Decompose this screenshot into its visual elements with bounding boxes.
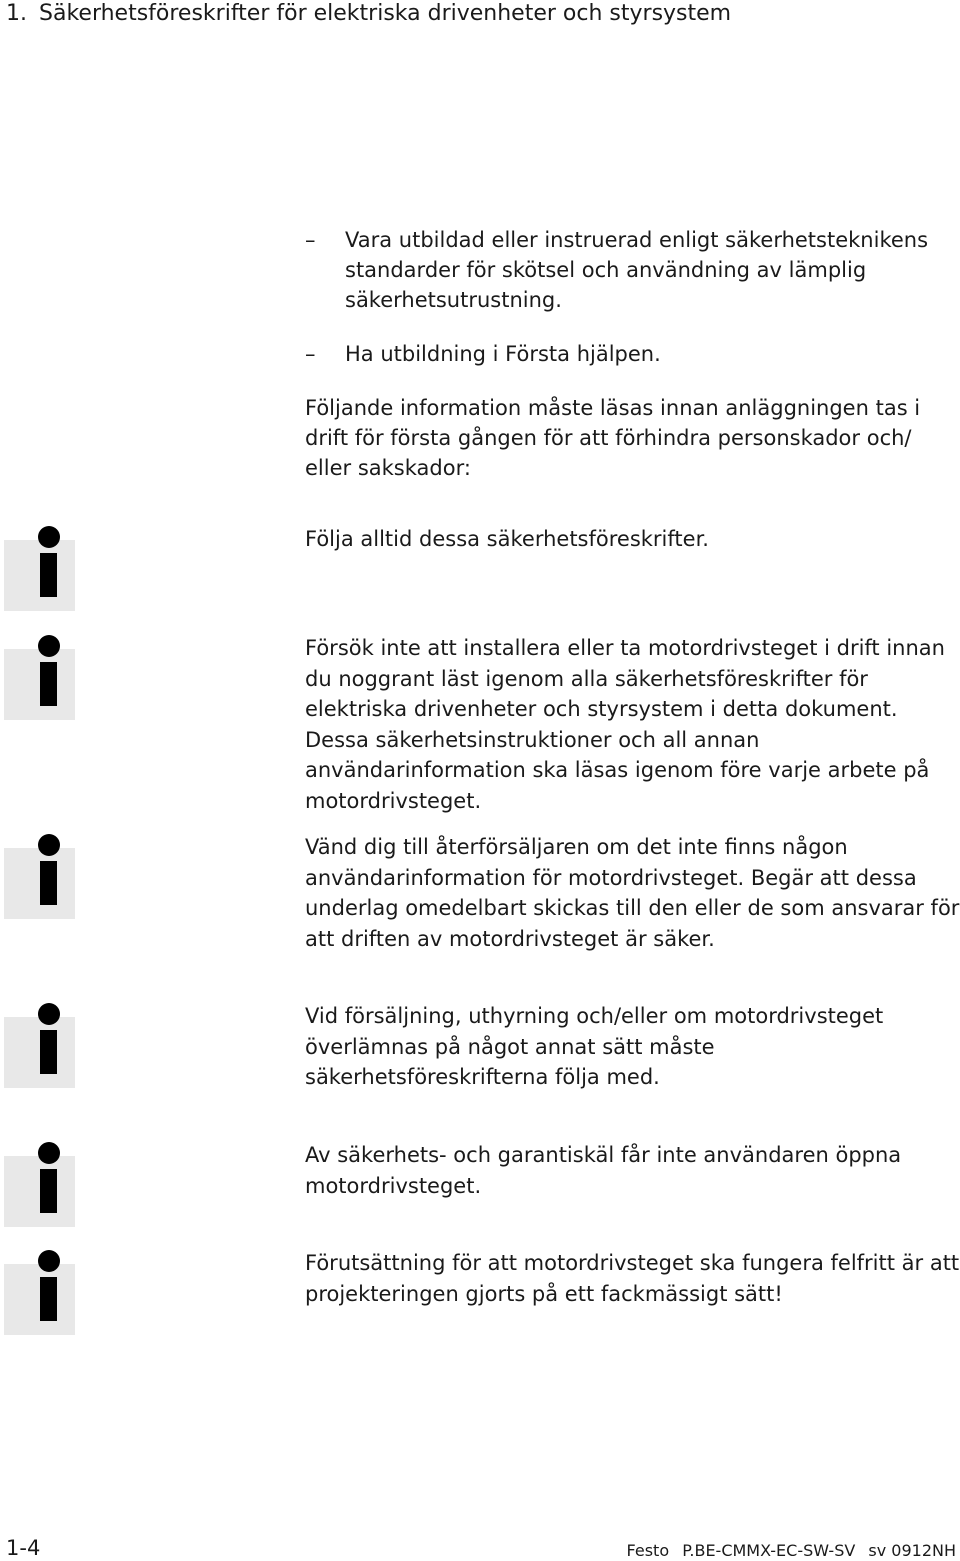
dash-bullet: –: [305, 228, 316, 252]
page-footer: [0, 1528, 960, 1561]
info-icon: [4, 540, 75, 611]
note-paragraph: Vid försäljning, uthyrning och/eller om motordrivsteget överlämnas på något annat sätt måste säkerhetsföreskrifterna följa med.: [305, 1004, 884, 1089]
note-paragraph: Försök inte att installera eller ta motordrivsteget i drift innan du noggrant läst igenom alla säkerhetsföreskrifter för elektriska drivenheter och styrsystem i detta dokument. Dessa säkerhetsinstruktioner och all annan användarinformation ska läsas igenom före varje arbete på motordrivsteget.: [305, 636, 945, 813]
info-icon-stem: [40, 1277, 57, 1321]
info-icon-dot: [38, 834, 60, 856]
section-number: 1.: [6, 1, 27, 26]
page-title: [6, 0, 731, 28]
list-item-text: Ha utbildning i Första hjälpen.: [345, 342, 661, 366]
note-paragraph: Följa alltid dessa säkerhetsföreskrifter.: [305, 527, 709, 551]
info-icon-stem: [40, 1169, 57, 1213]
requirements-list: [305, 225, 945, 369]
note-paragraph: Vänd dig till återförsäljaren om det inte finns någon användarinformation för motordrivsteget. Begär att dessa underlag omedelbart skickas till den eller de som ansvarar för att driften av motordrivsteget är säker.: [305, 835, 960, 951]
info-icon-stem: [40, 553, 57, 597]
info-icon-stem: [40, 662, 57, 706]
doc-version: sv 0912NH: [868, 1541, 956, 1560]
list-item: [305, 339, 945, 369]
note-paragraph: Förutsättning för att motordrivsteget ska fungera felfritt är att projekteringen gjorts på ett fackmässigt sätt!: [305, 1251, 960, 1306]
info-icon: [4, 649, 75, 720]
page-number: 1-4: [6, 1536, 41, 1560]
note-paragraph: Av säkerhets- och garantiskäl får inte användaren öppna motordrivsteget.: [305, 1143, 902, 1198]
info-icon-dot: [38, 1003, 60, 1025]
intro-paragraph: Följande information måste läsas innan anläggningen tas i drift för första gången för att förhindra personskador och/ eller sakskador:: [305, 396, 921, 480]
info-icon-dot: [38, 635, 60, 657]
document-id: [627, 1541, 956, 1560]
list-item: [305, 225, 945, 315]
info-icon: [4, 1264, 75, 1335]
brand-name: Festo: [626, 1541, 670, 1560]
info-icon: [4, 1017, 75, 1088]
info-icon-dot: [38, 526, 60, 548]
info-icon-dot: [38, 1142, 60, 1164]
section-title: Säkerhetsföreskrifter för elektriska drivenheter och styrsystem: [39, 1, 732, 26]
dash-bullet: –: [305, 342, 316, 366]
info-icon-stem: [40, 861, 57, 905]
info-icon: [4, 848, 75, 919]
info-icon-stem: [40, 1030, 57, 1074]
info-icon: [4, 1156, 75, 1227]
info-icon-dot: [38, 1250, 60, 1272]
doc-code: P.BE-CMMX-EC-SW-SV: [682, 1541, 856, 1560]
list-item-text: Vara utbildad eller instruerad enligt säkerhetsteknikens standarder för skötsel och användning av lämplig säkerhetsutrustning.: [345, 228, 929, 312]
